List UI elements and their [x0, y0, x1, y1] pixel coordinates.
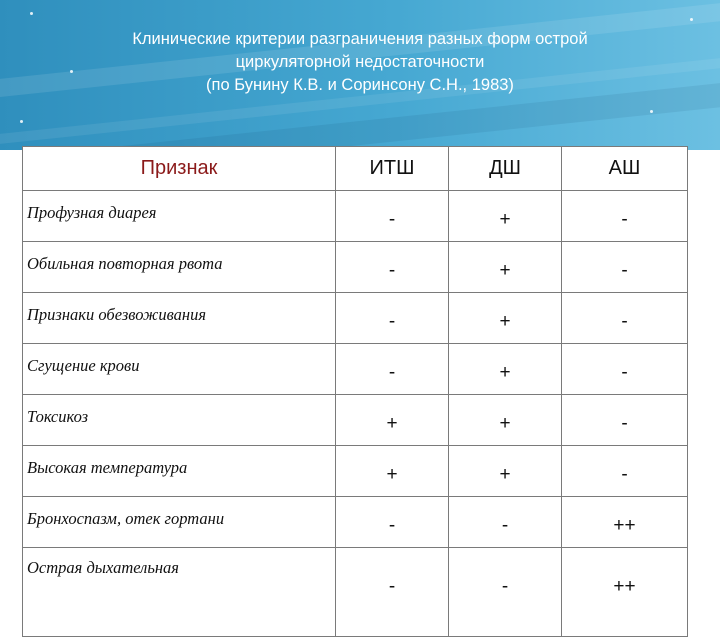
table-header-row: [23, 147, 688, 191]
sparkle-decoration: [650, 110, 653, 113]
itsh-cell: -: [336, 293, 449, 344]
itsh-cell: -: [336, 191, 449, 242]
table-row: [23, 344, 688, 395]
dsh-cell: +: [449, 242, 562, 293]
sign-cell: Профузная диарея: [23, 191, 336, 242]
itsh-cell: -: [336, 242, 449, 293]
sign-cell: Высокая температура: [23, 446, 336, 497]
ash-cell: -: [562, 344, 688, 395]
sign-cell: Обильная повторная рвота: [23, 242, 336, 293]
criteria-table: [22, 146, 688, 637]
column-header-sign: Признак: [23, 147, 336, 191]
sign-cell: Острая дыхательная: [23, 548, 336, 637]
slide-title: [60, 28, 660, 97]
ash-cell: -: [562, 446, 688, 497]
sign-cell: Признаки обезвоживания: [23, 293, 336, 344]
dsh-cell: +: [449, 344, 562, 395]
title-line: (по Бунину К.В. и Соринсону С.Н., 1983): [206, 76, 514, 94]
dsh-cell: +: [449, 395, 562, 446]
slide-header: [0, 0, 720, 150]
ash-cell: -: [562, 191, 688, 242]
ash-cell: -: [562, 293, 688, 344]
sign-cell: Токсикоз: [23, 395, 336, 446]
itsh-cell: +: [336, 395, 449, 446]
table-row: [23, 191, 688, 242]
table-row: [23, 242, 688, 293]
table-row: [23, 446, 688, 497]
ash-cell: -: [562, 395, 688, 446]
table-row: [23, 293, 688, 344]
column-header-itsh: ИТШ: [336, 147, 449, 191]
itsh-cell: -: [336, 344, 449, 395]
dsh-cell: -: [449, 497, 562, 548]
sparkle-decoration: [20, 120, 23, 123]
title-line: Клинические критерии разграничения разных форм острой: [132, 30, 588, 48]
dsh-cell: +: [449, 446, 562, 497]
sparkle-decoration: [30, 12, 33, 15]
itsh-cell: -: [336, 548, 449, 637]
itsh-cell: +: [336, 446, 449, 497]
column-header-ash: АШ: [562, 147, 688, 191]
table-row: [23, 395, 688, 446]
dsh-cell: -: [449, 548, 562, 637]
table-row: [23, 548, 688, 637]
ash-cell: -: [562, 242, 688, 293]
sign-cell: Сгущение крови: [23, 344, 336, 395]
column-header-dsh: ДШ: [449, 147, 562, 191]
dsh-cell: +: [449, 293, 562, 344]
sign-cell: Бронхоспазм, отек гортани: [23, 497, 336, 548]
sparkle-decoration: [690, 18, 693, 21]
ash-cell: ++: [562, 497, 688, 548]
ash-cell: ++: [562, 548, 688, 637]
itsh-cell: -: [336, 497, 449, 548]
dsh-cell: +: [449, 191, 562, 242]
title-line: циркуляторной недостаточности: [235, 53, 485, 71]
